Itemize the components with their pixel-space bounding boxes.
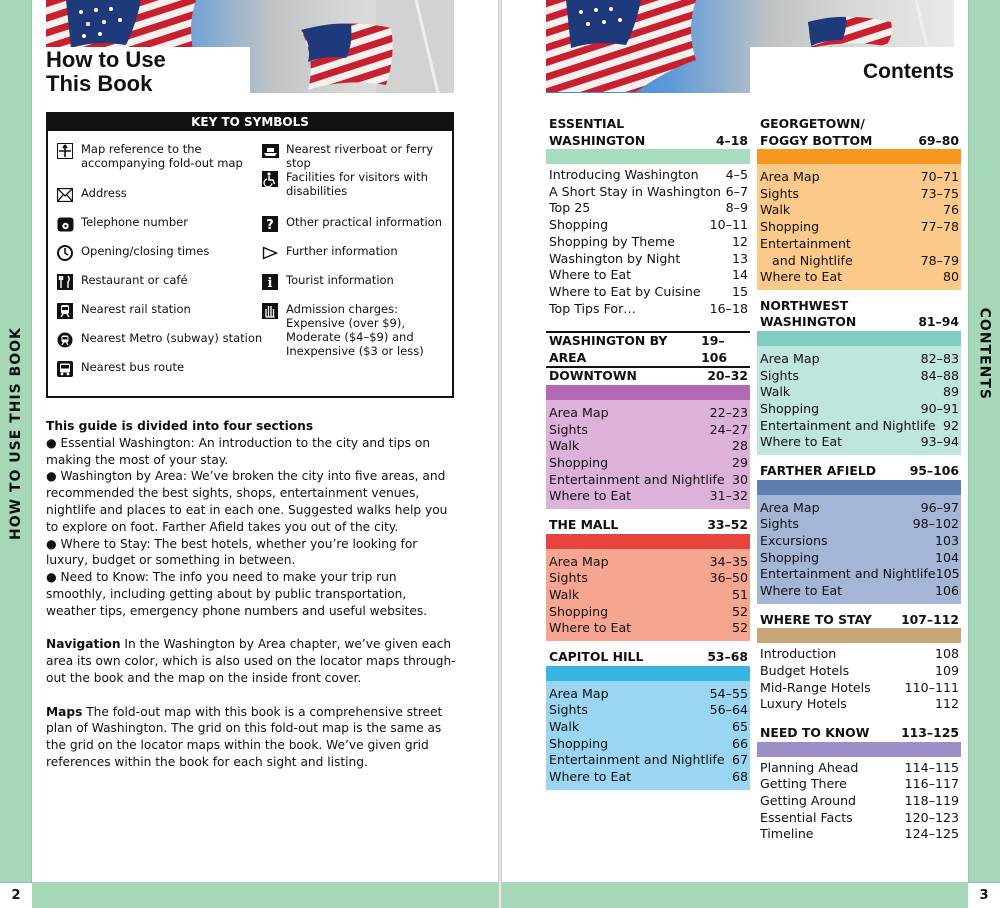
key-item: Nearest riverboat or ferry stop	[261, 142, 452, 170]
toc-entry-label: Sights	[760, 516, 799, 532]
toc-entry[interactable]	[549, 752, 748, 769]
toc-list	[546, 400, 750, 509]
key-item: Admission charges: Expensive (over $9), Moderate ($4–$9) and Inexpensive ($3 or less)	[261, 302, 424, 358]
toc-entry-pages: 6–7	[725, 183, 748, 199]
toc-entry[interactable]	[549, 604, 748, 621]
toc-entry[interactable]	[549, 167, 748, 184]
toc-entry[interactable]	[549, 422, 748, 439]
key-item: Map reference to the accompanying fold-out map	[56, 142, 243, 170]
toc-entry[interactable]	[760, 253, 959, 270]
toc-entry[interactable]	[760, 236, 959, 253]
toc-entry[interactable]	[760, 351, 959, 368]
toc-entry[interactable]	[549, 284, 748, 301]
toc-entry[interactable]	[549, 702, 748, 719]
navigation-text: In the Washington by Area chapter, we’ve given each area its own color, which is also used on the locator maps through-out the book and the map on the inside front cover.	[46, 637, 456, 685]
toc-entry-pages: 73–75	[920, 185, 959, 201]
section-color-bar	[757, 331, 961, 346]
toc-entry-pages: 105	[935, 566, 960, 582]
toc-entry-pages: 116–117	[904, 776, 959, 792]
toc-entry-pages: 108	[934, 646, 959, 662]
telephone-icon	[56, 215, 74, 233]
toc-entry-label: Sights	[760, 185, 799, 201]
toc-list	[757, 346, 961, 455]
contents-column-2	[757, 116, 961, 847]
toc-entry-pages: 67	[731, 752, 748, 768]
toc-section-downtown	[546, 368, 750, 509]
section-color-bar	[546, 149, 750, 164]
toc-entry-pages: 8–9	[725, 200, 748, 216]
toc-list	[757, 495, 961, 604]
toc-entry[interactable]	[760, 566, 959, 583]
maps-text: The fold-out map with this book is a comprehensive street plan of Washington. The grid on this fold-out map is the same as the grid on the locator maps within the book. We’ve given grid references within the book for each sight and listing.	[46, 704, 443, 769]
toc-entry-label: Where to Eat	[760, 434, 843, 450]
toc-entry[interactable]	[760, 401, 959, 418]
toc-entry-pages: 104	[934, 549, 959, 565]
toc-entry[interactable]	[549, 686, 748, 703]
toc-entry[interactable]	[760, 810, 959, 827]
metro-icon	[56, 331, 74, 349]
toc-section-header[interactable]: FARTHER AFIELD 95–106	[760, 463, 959, 479]
toc-section-header[interactable]: THE MALL 33–52	[549, 517, 748, 533]
key-item: Nearest bus route	[56, 360, 184, 378]
toc-list	[546, 164, 750, 321]
toc-entry-pages: 84–88	[920, 367, 959, 383]
train-icon	[56, 302, 74, 320]
toc-entry-pages: 124–125	[904, 826, 959, 842]
toc-entry-label: Walk	[760, 202, 791, 218]
toc-entry[interactable]	[760, 269, 959, 286]
toc-entry-label: Entertainment and Nightlife	[549, 752, 725, 768]
toc-entry-pages: 15	[731, 283, 748, 299]
toc-entry-pages: 110–111	[904, 679, 959, 695]
svg-text:i: i	[267, 276, 273, 290]
toc-entry-pages: 76	[942, 202, 959, 218]
toc-entry-pages: 65	[731, 718, 748, 734]
toc-entry-pages: 103	[934, 533, 959, 549]
left-bottom-bar	[32, 882, 498, 908]
toc-entry-label: Mid-Range Hotels	[760, 679, 871, 695]
toc-entry-pages: 78–79	[920, 252, 959, 268]
toc-entry[interactable]	[549, 719, 748, 736]
toc-entry-pages: 16–18	[709, 300, 748, 316]
toc-section-header[interactable]: GEORGETOWN/ FOGGY BOTTOM 69–80	[760, 116, 959, 148]
toc-entry-pages: 54–55	[709, 685, 748, 701]
map-reference-icon	[56, 142, 74, 160]
toc-entry[interactable]	[760, 696, 959, 713]
toc-entry[interactable]	[760, 826, 959, 843]
key-item: Opening/closing times	[56, 244, 209, 262]
toc-entry[interactable]	[549, 301, 748, 318]
toc-entry-pages: 68	[731, 769, 748, 785]
section-color-bar	[757, 628, 961, 643]
toc-entry-label: Area Map	[760, 169, 820, 184]
toc-entry[interactable]	[760, 384, 959, 401]
toc-entry-pages: 36–50	[709, 570, 748, 586]
toc-entry[interactable]	[760, 186, 959, 203]
key-item: Facilities for visitors with disabilities	[261, 170, 428, 198]
toc-entry-pages: 10–11	[709, 217, 748, 233]
toc-entry-label: Luxury Hotels	[760, 696, 847, 712]
toc-entry[interactable]	[549, 769, 748, 786]
toc-entry-label: Where to Eat by Cuisine	[549, 283, 701, 299]
toc-entry-label: Timeline	[760, 826, 814, 842]
toc-entry[interactable]	[549, 736, 748, 753]
toc-entry[interactable]	[760, 418, 959, 435]
toc-entry[interactable]	[760, 776, 959, 793]
toc-entry-label: Area Map	[549, 685, 609, 701]
section-color-bar	[757, 480, 961, 495]
toc-entry-pages: 106	[934, 583, 959, 599]
toc-entry[interactable]	[760, 646, 959, 663]
toc-entry-label: Shopping	[549, 454, 609, 470]
guide-bullet-stay: ● Where to Stay: The best hotels, whether you’re looking for luxury, budget or something in between.	[46, 536, 418, 568]
toc-entry[interactable]	[760, 434, 959, 451]
toc-entry-label: Shopping by Theme	[549, 233, 676, 249]
arrow-icon	[261, 244, 279, 262]
right-side-bar	[968, 0, 1000, 908]
toc-section-stay	[757, 612, 961, 717]
key-item: ? Other practical information	[261, 215, 442, 233]
toc-entry-label: Washington by Night	[549, 250, 681, 266]
toc-entry-label: Shopping	[549, 603, 609, 619]
toc-entry-pages: 52	[731, 620, 748, 636]
toc-entry[interactable]	[549, 570, 748, 587]
toc-section-header[interactable]: NORTHWEST WASHINGTON 81–94	[760, 297, 959, 330]
key-item: i Tourist information	[261, 273, 394, 291]
key-item: Nearest Metro (subway) station	[56, 331, 262, 349]
toc-entry[interactable]	[549, 267, 748, 284]
toc-entry-pages: 34–35	[709, 553, 748, 569]
toc-entry-label: Getting Around	[760, 793, 857, 809]
toc-entry-label: A Short Stay in Washington	[549, 183, 722, 199]
toc-entry-label: Where to Eat	[549, 267, 632, 283]
toc-entry-label: Entertainment and Nightlife	[760, 566, 936, 582]
toc-entry[interactable]	[760, 793, 959, 810]
toc-entry-pages: 114–115	[904, 759, 959, 775]
toc-entry-label: Area Map	[760, 499, 820, 515]
toc-entry[interactable]	[549, 554, 748, 571]
right-side-label: CONTENTS	[976, 307, 992, 400]
toc-section-capitol	[546, 649, 750, 790]
envelope-icon	[56, 186, 74, 204]
toc-entry-label: Where to Eat	[549, 488, 632, 504]
right-page-number: 3	[968, 882, 1000, 908]
toc-entry[interactable]	[760, 663, 959, 680]
toc-chapter-header[interactable]: WASHINGTON BY AREA 19–106	[549, 333, 727, 365]
toc-entry-label: Where to Eat	[549, 769, 632, 785]
toc-entry-label: Shopping	[549, 217, 609, 233]
toc-entry[interactable]	[760, 680, 959, 697]
question-icon	[261, 215, 279, 233]
toc-entry-label: Shopping	[760, 219, 820, 235]
toc-entry-label: Area Map	[549, 404, 609, 420]
toc-section-northwest	[757, 298, 961, 455]
toc-section-farther	[757, 463, 961, 604]
toc-entry-pages: 51	[731, 586, 748, 602]
toc-entry-pages: 14	[731, 267, 748, 283]
book-spine	[498, 0, 502, 908]
toc-entry-label: Walk	[549, 586, 580, 602]
page-title-line2: This Book	[46, 71, 153, 96]
left-side-label: HOW TO USE THIS BOOK	[8, 327, 24, 540]
toc-entry-label: Walk	[760, 384, 791, 400]
toc-section-header[interactable]: NEED TO KNOW 113–125	[760, 725, 959, 741]
toc-entry-label: Planning Ahead	[760, 759, 859, 775]
navigation-label: Navigation	[46, 637, 121, 652]
toc-list	[546, 681, 750, 790]
section-color-bar	[757, 149, 961, 164]
toc-entry[interactable]	[760, 202, 959, 219]
toc-entry-label: Shopping	[760, 401, 820, 417]
ferry-icon	[261, 142, 279, 160]
toc-entry-pages: 31–32	[709, 488, 748, 504]
page-title-line1: How to Use	[46, 47, 166, 72]
toc-entry-label: Walk	[549, 718, 580, 734]
toc-entry[interactable]	[549, 405, 748, 422]
toc-entry-label: Area Map	[760, 350, 820, 366]
toc-entry[interactable]	[549, 455, 748, 472]
toc-entry[interactable]	[760, 219, 959, 236]
toc-entry[interactable]	[549, 620, 748, 637]
toc-entry-pages: 82–83	[920, 350, 959, 366]
toc-entry-label: Where to Eat	[549, 620, 632, 636]
maps-label: Maps	[46, 704, 83, 719]
toc-entry-pages: 77–78	[920, 219, 959, 235]
toc-section-header[interactable]: CAPITOL HILL 53–68	[549, 649, 748, 665]
toc-entry[interactable]	[549, 251, 748, 268]
toc-entry-label: Entertainment and Nightlife	[549, 471, 725, 487]
toc-entry-label: Walk	[549, 438, 580, 454]
toc-section-georgetown	[757, 116, 961, 290]
key-item: Further information	[261, 244, 398, 262]
toc-entry-label: Sights	[549, 570, 588, 586]
page-title-box	[46, 47, 250, 96]
toc-entry-label: Sights	[549, 702, 588, 718]
key-item: Address	[56, 186, 127, 204]
toc-entry-pages: 52	[731, 603, 748, 619]
wheelchair-icon	[261, 170, 279, 188]
toc-entry-pages: 22–23	[709, 404, 748, 420]
toc-entry[interactable]	[549, 217, 748, 234]
contents-title-box	[750, 47, 954, 93]
toc-entry-pages: 12	[731, 233, 748, 249]
svg-text:?: ?	[266, 218, 274, 232]
toc-list	[546, 549, 750, 642]
toc-entry-pages: 70–71	[920, 169, 959, 184]
toc-entry-label: Essential Facts	[760, 809, 853, 825]
toc-entry-label: and Nightlife	[760, 252, 853, 268]
toc-entry[interactable]	[760, 583, 959, 600]
guide-bullet-essential: ● Essential Washington: An introduction to the city and tips on making the most of your stay.	[46, 435, 431, 467]
toc-entry-label: Where to Eat	[760, 269, 843, 285]
toc-section-header[interactable]: WHERE TO STAY 107–112	[760, 611, 959, 627]
toc-entry-pages: 29	[731, 454, 748, 470]
guide-text	[46, 418, 458, 788]
toc-entry-label: Introducing Washington	[549, 167, 699, 182]
toc-entry[interactable]	[549, 438, 748, 455]
section-color-bar	[546, 666, 750, 681]
toc-entry-pages: 13	[731, 250, 748, 266]
toc-entry-label: Sights	[549, 421, 588, 437]
toc-entry-label: Area Map	[549, 553, 609, 569]
toc-entry-pages: 28	[731, 438, 748, 454]
toc-entry-pages: 96–97	[920, 499, 959, 515]
key-header: KEY TO SYMBOLS	[48, 114, 452, 131]
toc-entry-pages: 89	[942, 384, 959, 400]
toc-section-mall	[546, 517, 750, 641]
left-page-number: 2	[0, 882, 32, 908]
contents-title: Contents	[863, 60, 954, 83]
toc-entry-pages: 93–94	[920, 434, 959, 450]
toc-section-header[interactable]: DOWNTOWN 20–32	[549, 368, 748, 384]
toc-entry-label: Entertainment and Nightlife	[760, 417, 936, 433]
toc-entry[interactable]	[549, 234, 748, 251]
toc-section-essential	[546, 116, 750, 321]
toc-entry[interactable]	[760, 516, 959, 533]
toc-entry-label: Introduction	[760, 646, 837, 662]
toc-entry-pages: 98–102	[912, 516, 959, 532]
toc-entry[interactable]	[549, 587, 748, 604]
toc-entry-pages: 118–119	[904, 793, 959, 809]
admission-icon	[261, 302, 279, 320]
toc-entry-pages: 109	[934, 663, 959, 679]
toc-entry-label: Shopping	[760, 549, 820, 565]
toc-entry[interactable]	[760, 500, 959, 517]
toc-entry[interactable]	[549, 200, 748, 217]
contents-column-1	[546, 116, 750, 790]
toc-entry[interactable]	[760, 550, 959, 567]
toc-entry-label: Shopping	[549, 735, 609, 751]
toc-entry[interactable]	[760, 533, 959, 550]
info-icon	[261, 273, 279, 291]
guide-bullet-need: ● Need to Know: The info you need to make your trip run smoothly, including getting about by public transportation, weather tips, emergency phone numbers and useful websites.	[46, 570, 428, 618]
bus-icon	[56, 360, 74, 378]
toc-entry-pages: 24–27	[709, 421, 748, 437]
toc-section-need	[757, 725, 961, 847]
toc-entry-pages: 90–91	[920, 401, 959, 417]
key-item: Nearest rail station	[56, 302, 191, 320]
toc-entry-label: Excursions	[760, 533, 828, 549]
toc-entry[interactable]	[760, 169, 959, 186]
toc-entry[interactable]	[549, 488, 748, 505]
section-color-bar	[757, 742, 961, 757]
toc-entry[interactable]	[760, 760, 959, 777]
toc-entry-pages: 4–5	[725, 167, 748, 182]
toc-entry[interactable]	[549, 184, 748, 201]
toc-entry-pages: 120–123	[904, 809, 959, 825]
toc-entry-label: Getting There	[760, 776, 847, 792]
toc-entry-pages: 112	[934, 696, 959, 712]
toc-list	[757, 757, 961, 848]
guide-bullet-by-area: ● Washington by Area: We’ve broken the city into five areas, and recommended the best sights, shops, entertainment venues, nightlife and places to eat in each one. Suggested walks help you to explore on foot. Farther Afield takes you out of the city.	[46, 469, 448, 534]
toc-entry-label: Top Tips For…	[549, 300, 636, 316]
toc-entry[interactable]	[549, 472, 748, 489]
key-item: Telephone number	[56, 215, 188, 233]
guide-heading: This guide is divided into four sections	[46, 419, 314, 433]
right-bottom-bar	[502, 882, 968, 908]
toc-entry[interactable]	[760, 368, 959, 385]
toc-entry-pages: 56–64	[709, 702, 748, 718]
toc-entry-pages: 30	[731, 471, 748, 487]
fork-knife-icon	[56, 273, 74, 291]
toc-entry-label: Where to Eat	[760, 583, 843, 599]
section-color-bar	[546, 534, 750, 549]
section-color-bar	[546, 385, 750, 400]
toc-list	[757, 164, 961, 290]
clock-icon	[56, 244, 74, 262]
toc-entry-label: Top 25	[549, 200, 591, 216]
key-item: Restaurant or café	[56, 273, 188, 291]
toc-section-header[interactable]: ESSENTIAL WASHINGTON 4–18	[549, 116, 748, 148]
toc-entry-label: Entertainment	[760, 235, 851, 251]
toc-entry-pages: 66	[731, 735, 748, 751]
toc-entry-pages: 92	[942, 417, 959, 433]
toc-entry-label: Budget Hotels	[760, 663, 850, 679]
key-to-symbols	[46, 112, 454, 398]
toc-entry-pages: 80	[942, 269, 959, 285]
toc-list	[757, 643, 961, 717]
toc-entry-label: Sights	[760, 367, 799, 383]
